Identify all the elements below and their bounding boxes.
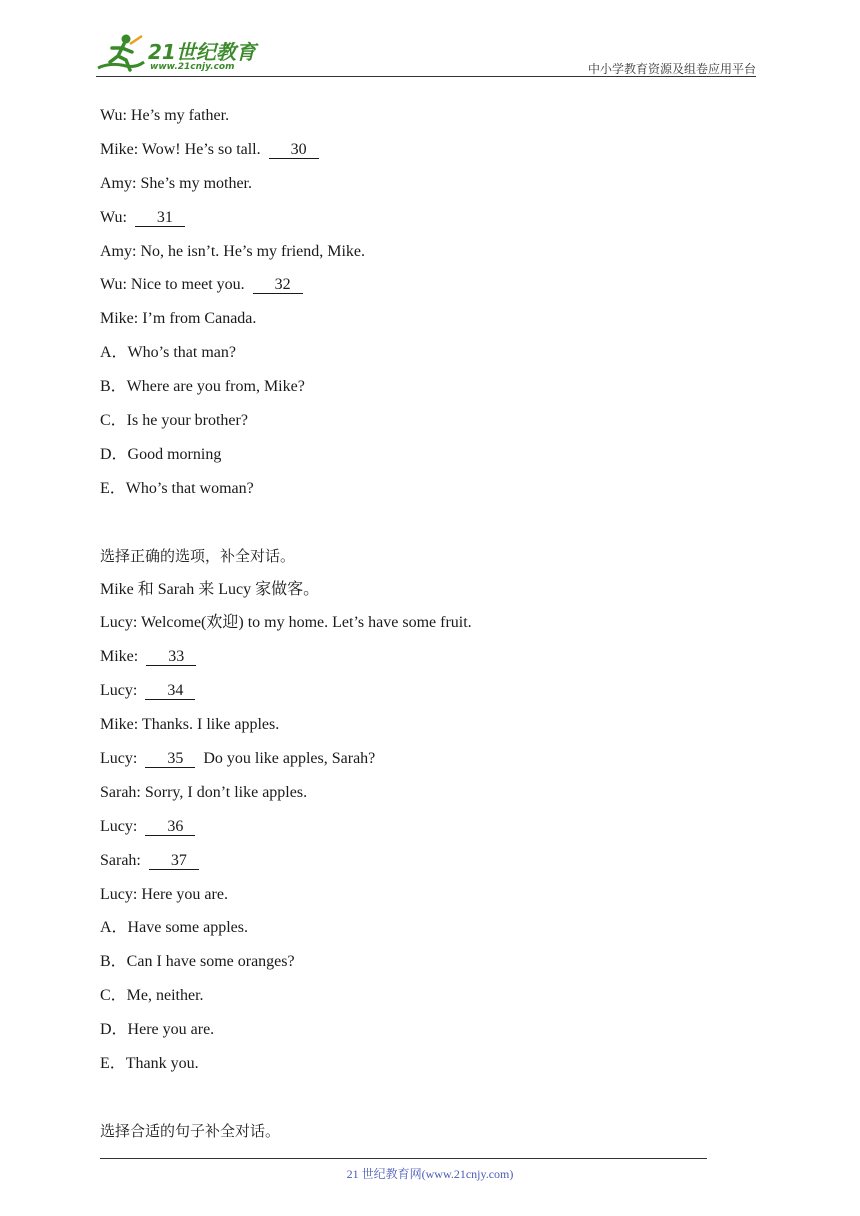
instruction-3: 选择合适的句子补全对话。 (100, 1121, 281, 1140)
line-text: Mike: I’m from Canada. (100, 310, 257, 328)
dialogue-line (100, 273, 740, 307)
dialogue-line (100, 611, 740, 645)
answer-blank[interactable]: 33 (146, 649, 196, 666)
dialogue-line (100, 747, 740, 781)
option-item: B．Where are you from, Mike? (100, 378, 305, 396)
dialogue-line (100, 679, 740, 713)
line-text: Amy: No, he isn’t. He’s my friend, Mike. (100, 242, 366, 260)
line-text: Wu: Nice to meet you. (100, 276, 245, 294)
dialogue-2 (100, 611, 740, 916)
dialogue-line (100, 883, 740, 917)
line-text: Mike: Wow! He’s so tall. (100, 140, 261, 158)
dialogue-line (100, 104, 740, 138)
logo-url: www.21cnjy.com (150, 62, 235, 72)
dialogue-line (100, 240, 740, 274)
page-header (96, 30, 756, 78)
line-text: Amy: She’s my mother. (100, 174, 252, 192)
line-text: Mike: (100, 648, 139, 666)
dialogue-line (100, 781, 740, 815)
option-item: A．Have some apples. (100, 919, 248, 937)
line-text: Lucy: (100, 750, 138, 768)
dialogue-line (100, 713, 740, 747)
option-item: D．Good morning (100, 445, 222, 463)
dialogue-line (100, 138, 740, 172)
option-item: C．Is he your brother? (100, 412, 248, 430)
option-item: A．Who’s that man? (100, 344, 236, 362)
logo-text: 21世纪教育 (148, 40, 256, 64)
line-text: Mike: Thanks. I like apples. (100, 716, 280, 734)
site-logo (96, 32, 266, 76)
line-text: Wu: He’s my father. (100, 107, 230, 124)
dialogue-line (100, 849, 740, 883)
line-text: Sarah: (100, 851, 141, 869)
option-item: E．Thank you. (100, 1055, 199, 1073)
platform-title: 中小学教育资源及组卷应用平台 (587, 62, 756, 76)
answer-blank[interactable]: 31 (135, 210, 185, 227)
dialogue-1 (100, 104, 740, 341)
line-text-after: Do you like apples, Sarah? (203, 750, 376, 768)
line-text: Lucy: (100, 682, 138, 700)
option-item: E．Who’s that woman? (100, 479, 254, 497)
option-item: D．Here you are. (100, 1021, 215, 1039)
line-text: Lucy: Welcome(欢迎) to my home. Let’s have some fruit. (100, 614, 472, 632)
answer-blank[interactable]: 36 (145, 819, 195, 836)
document-body (100, 104, 740, 1153)
option-item: B．Can I have some oranges? (100, 953, 295, 971)
line-text: Lucy: Here you are. (100, 885, 228, 903)
options-2 (100, 916, 740, 1085)
instruction-2: 选择正确的选项，补全对话。 (100, 546, 296, 565)
answer-blank[interactable]: 37 (149, 853, 199, 870)
header-divider (96, 76, 756, 77)
page-footer: 21 世纪教育网(www.21cnjy.com) (346, 1167, 514, 1181)
line-text: Lucy: (100, 817, 138, 835)
dialogue-line (100, 206, 740, 240)
dialogue-line (100, 172, 740, 206)
dialogue-line (100, 645, 740, 679)
line-text: Wu: (100, 208, 127, 226)
option-item: C．Me, neither. (100, 987, 204, 1005)
line-text: Sarah: Sorry, I don’t like apples. (100, 783, 308, 801)
context-2: Mike 和 Sarah 来 Lucy 家做客。 (100, 580, 320, 598)
dialogue-line (100, 815, 740, 849)
answer-blank[interactable]: 32 (253, 277, 303, 294)
options-1 (100, 341, 740, 510)
runner-logo-icon (96, 32, 146, 76)
dialogue-line (100, 307, 740, 341)
footer-divider (100, 1158, 707, 1159)
answer-blank[interactable]: 35 (145, 751, 195, 768)
answer-blank[interactable]: 30 (269, 142, 319, 159)
answer-blank[interactable]: 34 (145, 683, 195, 700)
